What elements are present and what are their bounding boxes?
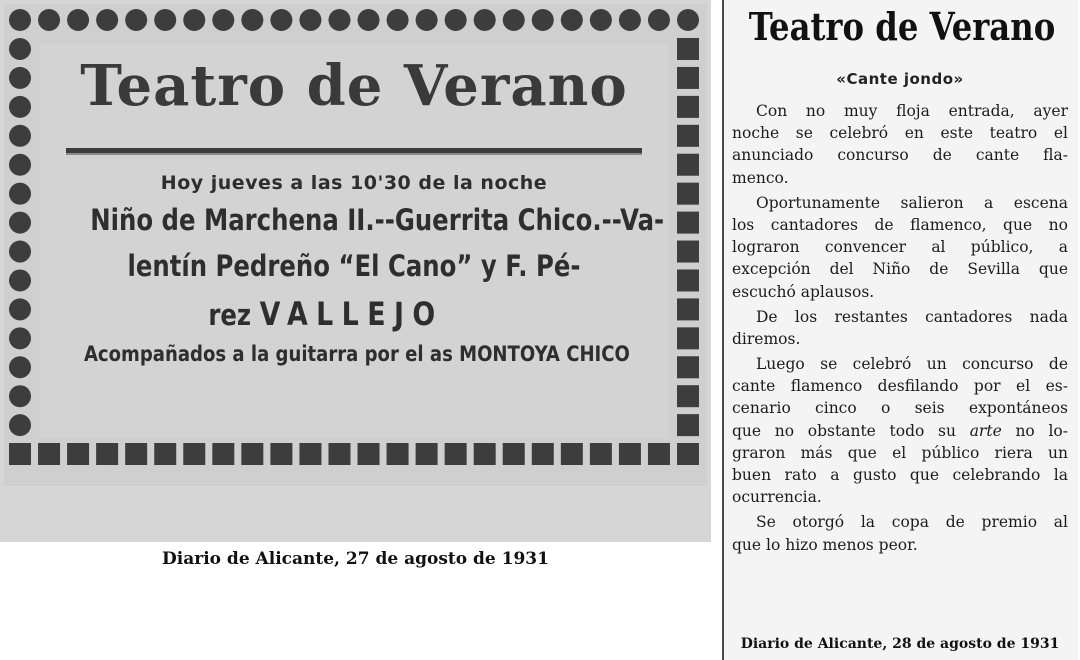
border-ornament xyxy=(9,327,31,349)
border-ornament xyxy=(677,443,699,465)
border-ornament xyxy=(648,443,670,465)
border-ornament xyxy=(474,9,496,31)
border-ornament xyxy=(677,212,699,234)
border-ornament xyxy=(677,356,699,378)
border-ornament xyxy=(154,9,176,31)
border-ornament xyxy=(532,443,554,465)
border-ornament xyxy=(532,9,554,31)
border-ornament xyxy=(677,96,699,118)
border-ornament xyxy=(590,9,612,31)
border-ornament xyxy=(270,9,292,31)
ad-line3-start: rez xyxy=(208,298,252,332)
border-ornament xyxy=(648,9,670,31)
ad-vallejo-name: VALLEJO xyxy=(259,295,444,333)
article-line: menco. xyxy=(732,168,789,187)
border-ornament xyxy=(503,9,525,31)
border-ornament xyxy=(474,443,496,465)
border-ornament xyxy=(677,125,699,147)
article-line: cante flamenco desfilando por el es- xyxy=(732,377,1068,396)
border-ornament xyxy=(9,38,31,60)
border-ornament xyxy=(358,443,380,465)
border-ornament xyxy=(9,96,31,118)
border-ornament xyxy=(503,443,525,465)
ad-performers-line-3 xyxy=(62,295,590,333)
border-ornament xyxy=(677,327,699,349)
border-ornament xyxy=(416,443,438,465)
column-rule xyxy=(722,0,724,660)
border-ornament xyxy=(67,9,89,31)
border-ornament xyxy=(38,443,60,465)
border-ornament xyxy=(677,385,699,407)
border-ornament xyxy=(677,183,699,205)
border-ornament xyxy=(328,443,350,465)
article-line: que lo hizo menos peor. xyxy=(732,535,918,554)
article-line: los cantadores de flamenco, que no xyxy=(732,215,1068,234)
article-body xyxy=(732,100,1068,556)
border-ornament xyxy=(561,9,583,31)
border-ornament xyxy=(125,443,147,465)
border-ornament xyxy=(9,269,31,291)
border-ornament xyxy=(38,9,60,31)
border-ornament xyxy=(677,67,699,89)
border-ornament xyxy=(183,9,205,31)
border-ornament xyxy=(387,9,409,31)
article-clipping xyxy=(722,0,1078,660)
article-line: lograron convencer al público, a xyxy=(732,238,1068,257)
ad-line4-start: Acompañados a la guitarra por el as xyxy=(83,342,453,366)
border-ornament xyxy=(619,443,641,465)
border-ornament xyxy=(9,154,31,176)
article-line: excepción del Niño de Sevilla que xyxy=(732,260,1068,279)
caption-right: Diario de Alicante, 28 de agosto de 1931 xyxy=(740,636,1060,652)
border-ornament xyxy=(416,9,438,31)
ad-performers-line-1: Niño de Marchena II.--Guerrita Chico.--Va- xyxy=(90,203,665,237)
border-ornament xyxy=(9,9,31,31)
ad-guitarist-name: MONTOYA CHICO xyxy=(459,342,630,366)
border-ornament xyxy=(445,443,467,465)
border-ornament xyxy=(125,9,147,31)
border-ornament xyxy=(9,241,31,263)
border-ornament xyxy=(561,443,583,465)
border-ornament xyxy=(96,9,118,31)
border-ornament xyxy=(445,9,467,31)
article-line: escuchó aplausos. xyxy=(732,282,875,301)
article-line: Se otorgó la copa de premio al xyxy=(756,513,1068,532)
article-line-part: que no obstante todo su xyxy=(732,421,956,440)
article-line: Oportunamente salieron a escena xyxy=(756,193,1068,212)
border-ornament xyxy=(9,183,31,205)
article-line: Con no muy floja entrada, ayer xyxy=(756,102,1068,120)
border-ornament xyxy=(677,269,699,291)
border-ornament xyxy=(299,443,321,465)
border-ornament xyxy=(358,9,380,31)
article-italic-word: arte xyxy=(969,421,1002,440)
ad-title: Teatro de Verano xyxy=(80,53,628,119)
border-ornament xyxy=(241,9,263,31)
article-line: De los restantes cantadores nada xyxy=(756,307,1068,326)
article-line: Luego se celebró un concurso de xyxy=(756,355,1068,374)
article-line: noche se celebró en este teatro el xyxy=(732,124,1068,143)
border-ornament xyxy=(677,298,699,320)
ad-divider xyxy=(66,148,642,155)
article-line-with-italic xyxy=(732,420,1068,442)
ad-subline: Hoy jueves a las 10'30 de la noche xyxy=(160,172,548,194)
border-ornament xyxy=(9,67,31,89)
border-ornament xyxy=(96,443,118,465)
article-line: cenario cinco o seis expontáneos xyxy=(732,399,1068,418)
caption-left: Diario de Alicante, 27 de agosto de 1931 xyxy=(162,549,549,569)
border-ornament xyxy=(677,414,699,436)
ad-panel xyxy=(40,44,668,438)
border-ornament xyxy=(9,443,31,465)
border-ornament xyxy=(677,38,699,60)
ad-guitar-line xyxy=(83,342,630,366)
article-line: anunciado concurso de cante fla- xyxy=(732,146,1068,165)
border-ornament xyxy=(183,443,205,465)
article-line: ocurrencia. xyxy=(732,488,822,507)
border-ornament xyxy=(9,212,31,234)
border-ornament xyxy=(9,356,31,378)
article-title: Teatro de Verano xyxy=(748,4,1056,49)
border-ornament xyxy=(677,9,699,31)
border-ornament xyxy=(270,443,292,465)
border-ornament xyxy=(619,9,641,31)
border-ornament xyxy=(241,443,263,465)
border-ornament xyxy=(9,298,31,320)
border-ornament xyxy=(9,385,31,407)
article-subtitle: «Cante jondo» xyxy=(836,70,964,88)
article-line: diremos. xyxy=(732,329,801,348)
border-ornament xyxy=(154,443,176,465)
border-ornament xyxy=(212,9,234,31)
border-ornament xyxy=(677,154,699,176)
border-ornament xyxy=(590,443,612,465)
border-ornament xyxy=(328,9,350,31)
border-ornament xyxy=(387,443,409,465)
border-ornament xyxy=(67,443,89,465)
article-line: buen rato a gusto que celebrando la xyxy=(732,466,1068,484)
border-ornament xyxy=(212,443,234,465)
border-ornament xyxy=(299,9,321,31)
article-line: graron más que el público riera un xyxy=(732,443,1068,462)
article-line-part: no lo- xyxy=(1015,421,1068,440)
border-ornament xyxy=(9,125,31,147)
border-ornament xyxy=(9,414,31,436)
ad-performers-line-2: lentín Pedreño “El Cano” y F. Pé- xyxy=(127,249,581,283)
border-ornament xyxy=(677,241,699,263)
